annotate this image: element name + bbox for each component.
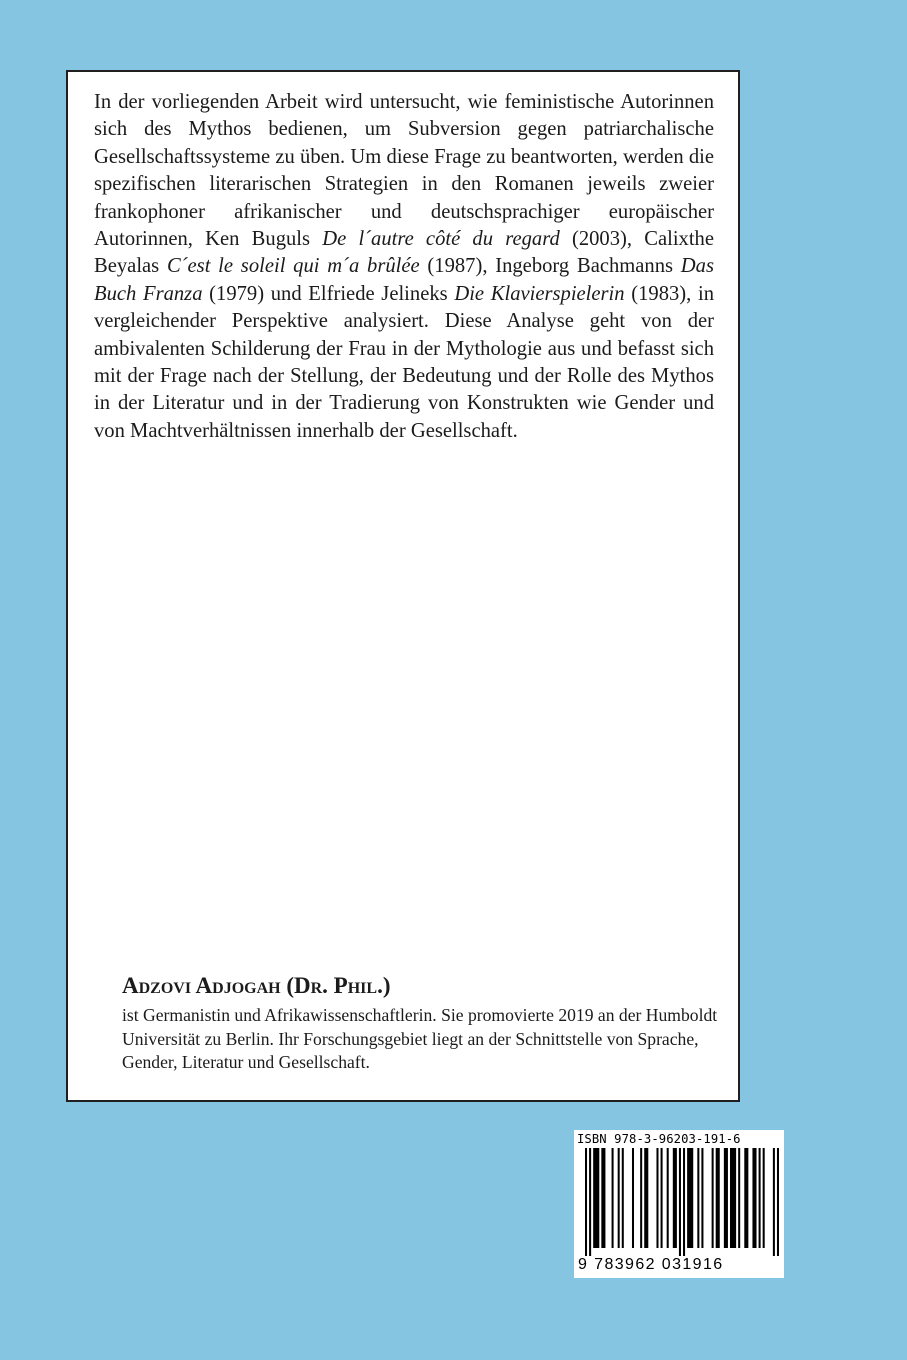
barcode-bar (763, 1148, 765, 1248)
barcode-bar (683, 1148, 685, 1256)
blurb-text (94, 89, 714, 445)
barcode-bar (593, 1148, 599, 1248)
barcode-bar (601, 1148, 605, 1248)
book-title-2: C´est le soleil qui m´a brûlée (166, 255, 420, 278)
barcode-bar (656, 1148, 658, 1248)
barcode-bar (661, 1148, 663, 1248)
barcode-bar (701, 1148, 703, 1248)
barcode-bar (612, 1148, 614, 1248)
blurb-segment: (1983), in vergleichender Perspektive analysiert. Diese Analyse geht von der ambivalenten Schilderung der Frau in der Mythologie aus und befasst sich mit der Frage nach der Stellung, der Bedeutung und der Rolle des Mythos in der Literatur und in der Tradierung von Konstrukten wie Gender und von Machtverhältnissen innerhalb der Gesellschaft. (94, 282, 714, 442)
barcode-bar (673, 1148, 677, 1248)
barcode-bar (667, 1148, 669, 1248)
barcode-bar (679, 1148, 681, 1256)
barcode-bar (589, 1148, 591, 1256)
barcode-bar (585, 1148, 587, 1256)
barcode-bar (738, 1148, 740, 1248)
blurb-segment: (2003), Calixthe Beyalas (94, 228, 714, 278)
barcode-bar (712, 1148, 714, 1248)
author-name: Adzovi Adjogah (Dr. Phil.) (122, 973, 391, 998)
barcode-bar (640, 1148, 642, 1248)
barcode-bars (577, 1148, 781, 1256)
blurb-segment: (1987), Ingeborg Bachmanns (419, 255, 681, 278)
back-cover-panel (66, 70, 740, 1102)
barcode-bar (744, 1148, 748, 1248)
book-title-1: De l´autre côté du regard (322, 228, 560, 251)
barcode-bar (618, 1148, 620, 1248)
barcode-bar (724, 1148, 728, 1248)
barcode-bar (622, 1148, 624, 1248)
barcode-bar (752, 1148, 756, 1248)
author-block (122, 972, 722, 1075)
barcode-bar (730, 1148, 736, 1248)
barcode-bar (716, 1148, 720, 1248)
isbn-barcode (574, 1130, 784, 1278)
blurb-segment: (1979) und Elfriede Jelineks (202, 282, 455, 305)
isbn-label: ISBN 978-3-96203-191-6 (577, 1132, 741, 1146)
barcode-bar (632, 1148, 634, 1248)
ean-digits: 9 783962 031916 (578, 1256, 724, 1273)
barcode-bar (687, 1148, 693, 1248)
book-title-4: Die Klavierspielerin (454, 282, 625, 305)
barcode-bar (697, 1148, 699, 1248)
barcode-bar (773, 1148, 775, 1256)
author-bio: ist Germanistin und Afrikawissenschaftlerin. Sie promovierte 2019 an der Humboldt Universität zu Berlin. Ihr Forschungsgebiet liegt an der Schnittstelle von Sprache, Gender, Literatur und Gesellschaft. (122, 1005, 718, 1073)
blurb-segment: In der vorliegenden Arbeit wird untersucht, wie feministische Autorinnen sich des Mythos bedienen, um Subversion gegen patriarchalische Gesellschaftssysteme zu üben. Um diese Frage zu beantworten, werden die spezifischen literarischen Strategien in den Romanen jeweils zweier frankophoner afrikanischer und deutschsprachiger europäischer Autorinnen, Ken Buguls (94, 91, 714, 251)
book-title-3: Das Buch Franza (94, 255, 714, 305)
barcode-bar (644, 1148, 648, 1248)
barcode-bar (759, 1148, 761, 1248)
barcode-bar (777, 1148, 779, 1256)
